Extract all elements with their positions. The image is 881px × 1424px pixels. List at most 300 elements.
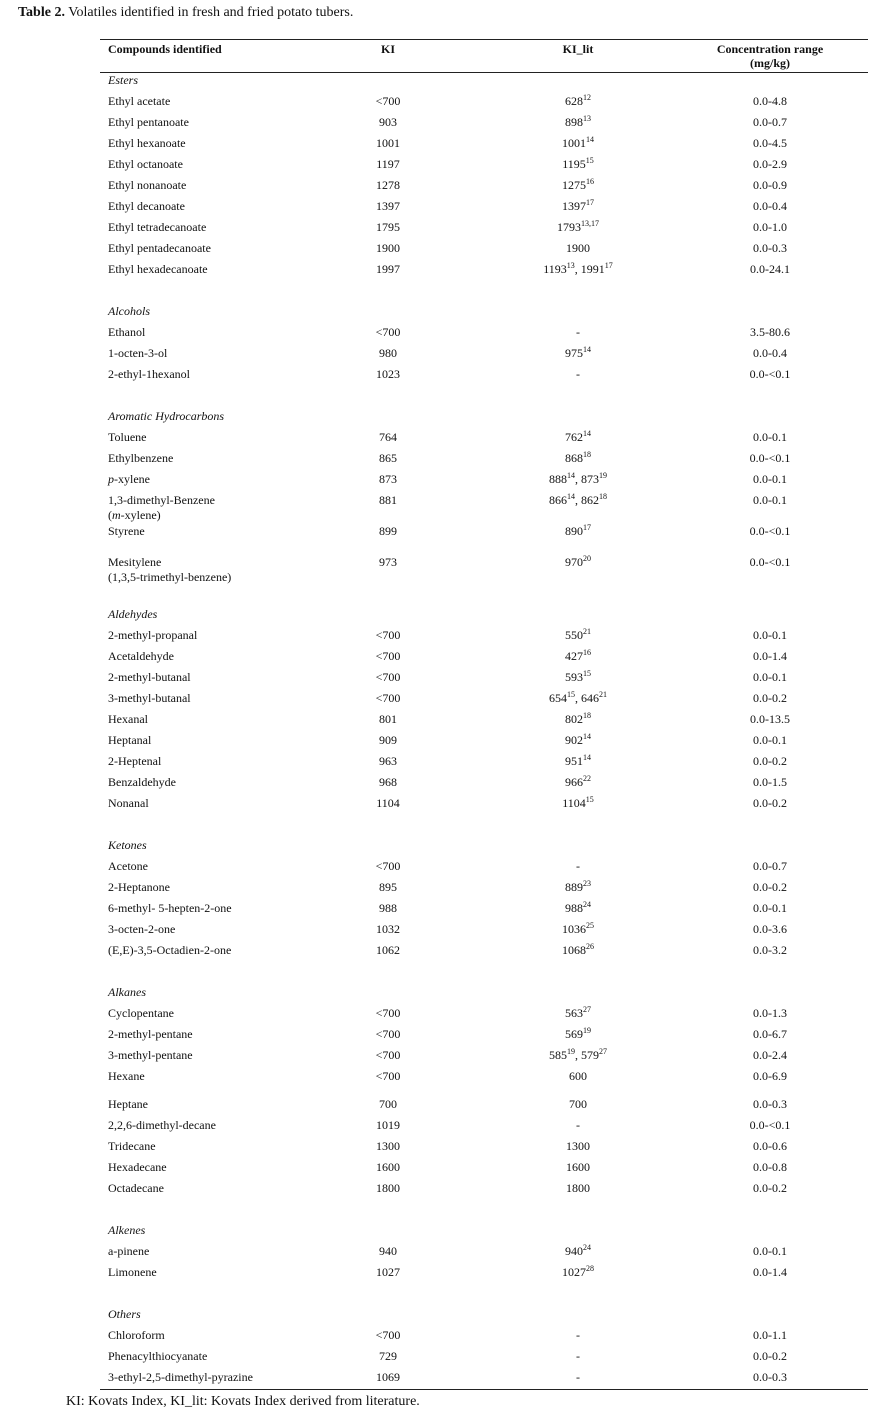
group-title: Ketones [108, 838, 147, 852]
compound-name [108, 178, 186, 193]
italic-prefix: m [112, 508, 121, 522]
concentration-range: 0.0-1.5 [753, 775, 787, 789]
table-row [0, 754, 881, 772]
compound-name-line: a-pinene [108, 1244, 150, 1258]
concentration-range: 0.0-1.4 [753, 1265, 787, 1279]
concentration-range: 0.0-0.2 [753, 796, 787, 810]
ki-lit-value: 1068$^{26}$ [562, 942, 594, 957]
ki-lit-value: 1800 [566, 1181, 590, 1195]
reference-superscript: 17 [586, 198, 594, 207]
ki-lit-value: 1397$^{17}$ [562, 198, 594, 213]
compound-name-line: Cyclopentane [108, 1006, 174, 1020]
table-row [0, 796, 881, 814]
reference-superscript: 19 [567, 1047, 575, 1056]
compound-name-line: Heptane [108, 1097, 148, 1111]
compound-name [108, 1097, 148, 1112]
ki-lit-value: 1104$^{15}$ [562, 795, 594, 810]
compound-name [108, 136, 186, 151]
reference-superscript: 26 [586, 942, 594, 951]
concentration-range: 0.0-3.2 [753, 943, 787, 957]
ki-lit-value: 1793$^{13,17}$ [557, 219, 599, 234]
ki-value: 700 [379, 1097, 397, 1111]
reference-superscript: 17 [604, 261, 613, 270]
ki-value: 1023 [376, 367, 400, 381]
ki-value: <700 [375, 1069, 401, 1083]
ki-value: 963 [379, 754, 397, 768]
ki-value: 865 [379, 451, 397, 465]
compound-name [108, 199, 185, 214]
reference-superscript: 27 [583, 1005, 591, 1014]
ki-value: <700 [375, 691, 401, 705]
ki-lit-value: $889^{23}$ [565, 879, 591, 894]
ki-value: 909 [379, 733, 397, 747]
compound-name-line: 1,3-dimethyl-Benzene [108, 493, 215, 507]
compound-name [108, 472, 150, 487]
reference-superscript: 15 [567, 690, 575, 699]
reference-superscript: 24 [583, 900, 591, 909]
concentration-range: 0.0-0.3 [753, 1370, 787, 1384]
ki-value: <700 [375, 1006, 401, 1020]
compound-name-line: Ethyl octanoate [108, 157, 183, 171]
ki-lit-value: $569^{19}$ [565, 1026, 591, 1041]
ki-value: 729 [379, 1349, 397, 1363]
ki-value: 1069 [376, 1370, 400, 1384]
reference-superscript: 23 [583, 879, 591, 888]
compound-name-line: 2-methyl-propanal [108, 628, 198, 642]
compound-name-line2: (m-xylene) [108, 508, 161, 522]
compound-name-line: 1-octen-3-ol [108, 346, 168, 360]
compound-name [108, 901, 232, 916]
compound-name [108, 1048, 193, 1063]
concentration-range: 0.0-0.6 [753, 1139, 787, 1153]
concentration-range: 0.0-6.9 [753, 1069, 787, 1083]
compound-name-line: Ethyl pentadecanoate [108, 241, 211, 255]
table-row [0, 670, 881, 688]
table-row [0, 775, 881, 793]
compound-name-line: Ethyl nonanoate [108, 178, 187, 192]
ki-lit-value: 1195$^{15}$ [562, 156, 594, 171]
compound-name-line: 3-ethyl-2,5-dimethyl-pyrazine [108, 1370, 253, 1384]
ki-value: 980 [379, 346, 397, 360]
ki-lit-value: - [576, 325, 580, 339]
concentration-range: 0.0-3.6 [753, 922, 787, 936]
compound-name-line: Ethyl decanoate [108, 199, 185, 213]
compound-name [108, 367, 190, 382]
table-header-rule [100, 72, 868, 73]
reference-superscript: 18 [599, 492, 607, 501]
group-title: Alkenes [108, 1223, 146, 1237]
concentration-range: 0.0-0.2 [753, 1349, 787, 1363]
table-footnote: KI: Kovats Index, KI_lit: Kovats Index derived from literature. [66, 1394, 420, 1409]
ki-value: 881 [379, 493, 397, 507]
header-concentration-line2: (mg/kg) [750, 56, 790, 70]
concentration-range: 3.5-80.6 [750, 325, 790, 339]
group-title: Esters [108, 73, 138, 87]
reference-superscript: 15 [583, 669, 591, 678]
ki-lit-value: $628^{12}$ [565, 93, 591, 108]
table-top-rule [100, 39, 868, 40]
compound-name-line: Ethyl tetradecanoate [108, 220, 207, 234]
ki-value: 940 [379, 1244, 397, 1258]
compound-name-line: Toluene [108, 430, 147, 444]
table-bottom-rule [100, 1389, 868, 1390]
ki-value: <700 [375, 1328, 401, 1342]
compound-name [108, 880, 170, 895]
concentration-range: 0.0-0.1 [753, 628, 787, 642]
header-ki: KI [380, 42, 395, 56]
ki-lit-value: 1193$^{13}$, 1991$^{17}$ [543, 261, 613, 276]
ki-lit-value: $890^{17}$ [565, 523, 591, 538]
reference-superscript: 16 [586, 177, 594, 186]
compound-name-line: 2-methyl-pentane [108, 1027, 193, 1041]
ki-value: 1032 [376, 922, 400, 936]
group-title: Others [108, 1307, 141, 1321]
table-row [0, 472, 881, 490]
compound-name [108, 649, 174, 664]
table-row [0, 115, 881, 133]
concentration-range: 0.0-0.2 [753, 691, 787, 705]
compound-name-line: Octadecane [108, 1181, 164, 1195]
reference-superscript: 16 [583, 648, 591, 657]
ki-value: <700 [375, 94, 401, 108]
compound-name [108, 220, 206, 235]
concentration-range: 0.0-0.3 [753, 241, 787, 255]
ki-value: <700 [375, 649, 401, 663]
compound-name [108, 922, 175, 937]
reference-superscript: 14 [583, 753, 591, 762]
compound-name-line2: (1,3,5-trimethyl-benzene) [108, 570, 232, 584]
ki-value: 764 [379, 430, 397, 444]
concentration-range: 0.0-0.9 [753, 178, 787, 192]
table-caption [18, 5, 353, 21]
table-row [0, 901, 881, 919]
compound-name [108, 1265, 157, 1280]
table-row [0, 220, 881, 238]
table-row [0, 136, 881, 154]
reference-superscript: 14 [583, 345, 591, 354]
concentration-range: 0.0-0.2 [753, 1181, 787, 1195]
ki-value: 873 [379, 472, 397, 486]
ki-lit-value: $902^{14}$ [565, 732, 591, 747]
reference-superscript: 25 [586, 921, 594, 930]
table-row [0, 1139, 881, 1157]
ki-lit-value: - [576, 1118, 580, 1132]
concentration-range: 0.0-0.1 [753, 733, 787, 747]
compound-name-line: Acetone [108, 859, 148, 873]
ki-lit-value: 700 [569, 1097, 587, 1111]
ki-lit-value: $802^{18}$ [565, 711, 591, 726]
ki-value: <700 [375, 859, 401, 873]
concentration-range: 0.0-<0.1 [749, 1118, 791, 1132]
table-row [0, 524, 881, 542]
compound-name-line: Tridecane [108, 1139, 156, 1153]
concentration-range: 0.0-<0.1 [749, 367, 791, 381]
concentration-range: 0.0-4.8 [753, 94, 787, 108]
concentration-range: 0.0-<0.1 [749, 451, 791, 465]
compound-name [108, 262, 208, 277]
compound-name-line: Limonene [108, 1265, 157, 1279]
table-row [0, 922, 881, 940]
compound-name [108, 1006, 174, 1021]
compound-name-line: 6-methyl- 5-hepten-2-one [108, 901, 232, 915]
group-title: Aromatic Hydrocarbons [108, 409, 225, 423]
reference-superscript: 27 [599, 1047, 607, 1056]
concentration-range: 0.0-0.2 [753, 754, 787, 768]
reference-superscript: 20 [583, 554, 591, 563]
compound-name-line: Acetaldehyde [108, 649, 174, 663]
ki-lit-value: $966^{22}$ [565, 774, 591, 789]
ki-lit-value: 1300 [566, 1139, 590, 1153]
ki-lit-value: - [576, 1370, 580, 1384]
ki-lit-value: $988^{24}$ [565, 900, 591, 915]
compound-name-line: 2-Heptanone [108, 880, 170, 894]
ki-lit-value: $951^{14}$ [565, 753, 591, 768]
compound-name-line: Ethyl pentanoate [108, 115, 189, 129]
concentration-range: 0.0-1.3 [753, 1006, 787, 1020]
ki-value: 1795 [376, 220, 400, 234]
compound-name-line: Ethylbenzene [108, 451, 174, 465]
compound-name-line: Heptanal [108, 733, 152, 747]
ki-lit-value: - [576, 1349, 580, 1363]
compound-name-line: Hexane [108, 1069, 145, 1083]
ki-lit-value: 1600 [566, 1160, 590, 1174]
compound-name [108, 1181, 164, 1196]
compound-name-line: 2-Heptenal [108, 754, 162, 768]
compound-name [108, 1118, 216, 1133]
ki-value: 973 [379, 555, 397, 569]
table-row [0, 733, 881, 751]
group-title: Aldehydes [108, 607, 158, 621]
compound-name-line: 2-ethyl-1hexanol [108, 367, 190, 381]
group-title: Alcohols [108, 304, 150, 318]
ki-lit-value: 600 [569, 1069, 587, 1083]
concentration-range: 0.0-1.0 [753, 220, 787, 234]
compound-name-line: Ethanol [108, 325, 146, 339]
compound-name-line: Nonanal [108, 796, 149, 810]
ki-lit-value: $585^{19}$, $579^{27}$ [549, 1047, 607, 1062]
concentration-range: 0.0-1.1 [753, 1328, 787, 1342]
ki-lit-value: $563^{27}$ [565, 1005, 591, 1020]
compound-name-line: 2-methyl-butanal [108, 670, 191, 684]
compound-name [108, 1328, 165, 1343]
reference-superscript: 24 [583, 1243, 591, 1252]
compound-name [108, 115, 189, 130]
compound-name-line: 3-octen-2-one [108, 922, 176, 936]
compound-name [108, 1069, 145, 1084]
ki-lit-value: 1036$^{25}$ [562, 921, 594, 936]
reference-superscript: 28 [586, 1264, 594, 1273]
concentration-range: 0.0-<0.1 [749, 555, 791, 569]
table-row [0, 492, 881, 522]
reference-superscript: 13 [583, 114, 591, 123]
ki-lit-value: 1275$^{16}$ [562, 177, 594, 192]
concentration-range: 0.0-24.1 [750, 262, 790, 276]
table-row [0, 1160, 881, 1178]
reference-superscript: 18 [583, 450, 591, 459]
ki-lit-value: $762^{14}$ [565, 429, 591, 444]
compound-name-line: 2,2,6-dimethyl-decane [108, 1118, 216, 1132]
header-ki-lit: KI_lit [562, 42, 594, 56]
ki-value: 1062 [376, 943, 400, 957]
concentration-range: 0.0-0.1 [753, 1244, 787, 1258]
compound-name [108, 733, 151, 748]
concentration-range: 0.0-1.4 [753, 649, 787, 663]
table-row [0, 943, 881, 961]
table-row [0, 1265, 881, 1283]
ki-lit-value: $898^{13}$ [565, 114, 591, 129]
ki-lit-value: 1900 [566, 241, 590, 255]
header-concentration-line1: Concentration range [716, 42, 824, 56]
table-row [0, 325, 881, 343]
ki-value: 1900 [376, 241, 400, 255]
ki-value: 988 [379, 901, 397, 915]
concentration-range: 0.0-0.1 [753, 472, 787, 486]
ki-value: 1397 [376, 199, 400, 213]
concentration-range: 0.0-0.3 [753, 1097, 787, 1111]
compound-name [108, 775, 176, 790]
ki-lit-value: $970^{20}$ [565, 554, 591, 569]
reference-superscript: 12 [583, 93, 591, 102]
table-row [0, 554, 881, 584]
ki-value: 1800 [376, 1181, 400, 1195]
header-compounds: Compounds identified [108, 42, 222, 56]
compound-name [108, 628, 197, 643]
concentration-range: 0.0-0.8 [753, 1160, 787, 1174]
reference-superscript: 14 [567, 471, 575, 480]
ki-value: 801 [379, 712, 397, 726]
compound-name-line: (E,E)-3,5-Octadien-2-one [108, 943, 232, 957]
compound-name [108, 241, 211, 256]
table-row [0, 1097, 881, 1115]
table-row [0, 346, 881, 364]
compound-name [108, 943, 231, 958]
ki-value: 1001 [376, 136, 400, 150]
table-row [0, 1349, 881, 1367]
table-row [0, 367, 881, 385]
reference-superscript: 15 [585, 156, 594, 165]
ki-lit-value: $550^{21}$ [565, 627, 591, 642]
compound-name-line: Styrene [108, 524, 145, 538]
compound-name [108, 1160, 167, 1175]
reference-superscript: 19 [599, 471, 607, 480]
compound-name [108, 859, 148, 874]
table-row [0, 628, 881, 646]
ki-value: 895 [379, 880, 397, 894]
table-row [0, 178, 881, 196]
ki-lit-value: 1001$^{14}$ [562, 135, 594, 150]
ki-lit-value: $593^{15}$ [565, 669, 591, 684]
table-row [0, 1370, 881, 1388]
concentration-range: 0.0-6.7 [753, 1027, 787, 1041]
compound-name-line: Benzaldehyde [108, 775, 176, 789]
ki-lit-value: $427^{16}$ [565, 648, 591, 663]
compound-name [108, 712, 148, 727]
reference-superscript: 17 [583, 523, 591, 532]
table-row [0, 691, 881, 709]
table-row [0, 1048, 881, 1066]
compound-name-line: p-xylene [108, 472, 150, 486]
reference-superscript: 18 [583, 711, 591, 720]
compound-name [108, 157, 183, 172]
reference-superscript: 14 [567, 492, 575, 501]
ki-value: <700 [375, 628, 401, 642]
ki-value: 899 [379, 524, 397, 538]
table-row [0, 262, 881, 280]
ki-lit-value: - [576, 367, 580, 381]
table-row [0, 199, 881, 217]
ki-value: 903 [379, 115, 397, 129]
concentration-range: 0.0-13.5 [750, 712, 790, 726]
table-row [0, 1006, 881, 1024]
compound-name [108, 451, 173, 466]
reference-superscript: 21 [583, 627, 591, 636]
reference-superscript: 21 [599, 690, 607, 699]
ki-value: 1104 [376, 796, 400, 810]
compound-name [108, 1349, 207, 1364]
concentration-range: 0.0-2.9 [753, 157, 787, 171]
compound-name [108, 1139, 156, 1154]
reference-superscript: 13,17 [581, 219, 599, 228]
compound-name-line: Ethyl acetate [108, 94, 171, 108]
ki-value: 1197 [376, 157, 400, 171]
reference-superscript: 15 [585, 795, 594, 804]
ki-value: 1600 [376, 1160, 400, 1174]
ki-lit-value: $868^{18}$ [565, 450, 591, 465]
table-row [0, 859, 881, 877]
italic-prefix: p [108, 472, 114, 486]
compound-name [108, 1244, 149, 1259]
compound-name [108, 524, 145, 539]
reference-superscript: 14 [586, 135, 594, 144]
ki-value: <700 [375, 325, 401, 339]
ki-lit-value: 1027$^{28}$ [562, 1264, 594, 1279]
ki-lit-value: $888^{14}$, $873^{19}$ [549, 471, 607, 486]
concentration-range: 0.0-0.2 [753, 880, 787, 894]
table-row [0, 1244, 881, 1262]
compound-name-line: Mesitylene [108, 555, 162, 569]
compound-name [108, 691, 191, 706]
concentration-range: 0.0-0.7 [753, 859, 787, 873]
compound-name [108, 493, 215, 523]
concentration-range: 0.0-0.4 [753, 346, 787, 360]
compound-name [108, 1370, 253, 1385]
reference-superscript: 19 [583, 1026, 591, 1035]
compound-name-line: 3-methyl-butanal [108, 691, 191, 705]
compound-name [108, 325, 145, 340]
concentration-range: 0.0-0.7 [753, 115, 787, 129]
ki-lit-value: $940^{24}$ [565, 1243, 591, 1258]
reference-superscript: 13 [566, 261, 575, 270]
concentration-range: 0.0-0.1 [753, 901, 787, 915]
concentration-range: 0.0-0.1 [753, 430, 787, 444]
table-row [0, 1118, 881, 1136]
reference-superscript: 14 [583, 732, 591, 741]
compound-name [108, 1027, 193, 1042]
table-row [0, 94, 881, 112]
compound-name-line: Hexanal [108, 712, 148, 726]
concentration-range: 0.0-0.4 [753, 199, 787, 213]
table-row [0, 1328, 881, 1346]
ki-value: <700 [375, 1027, 401, 1041]
compound-name [108, 754, 161, 769]
compound-name-line: 3-methyl-pentane [108, 1048, 193, 1062]
compound-name [108, 555, 231, 585]
concentration-range: 0.0-0.1 [753, 493, 787, 507]
table-row [0, 1069, 881, 1087]
table-row [0, 880, 881, 898]
ki-value: <700 [375, 670, 401, 684]
ki-lit-value: $975^{14}$ [565, 345, 591, 360]
